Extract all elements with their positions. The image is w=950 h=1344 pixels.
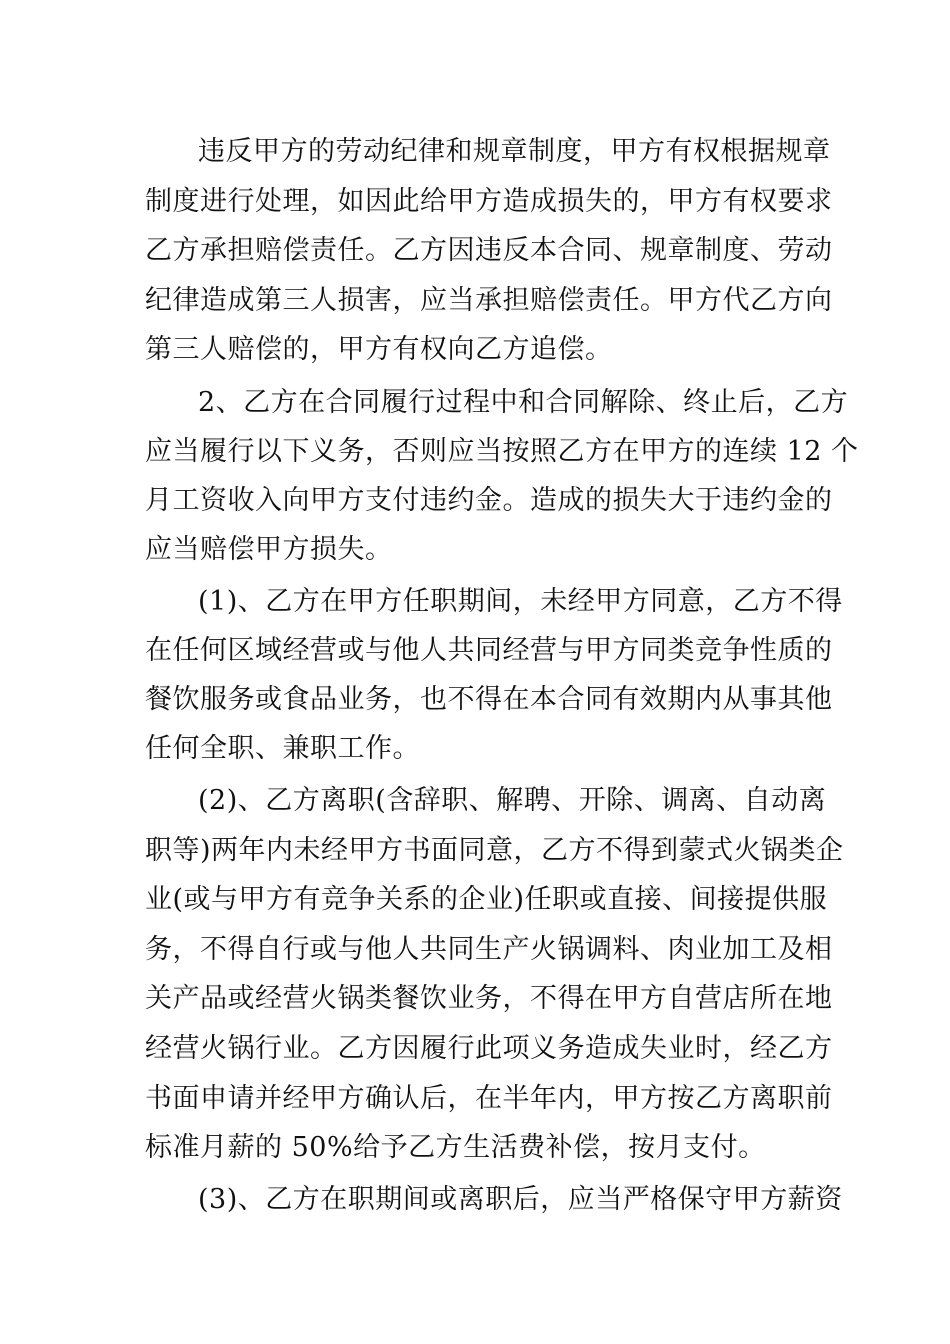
text-line: 任何全职、兼职工作。 — [145, 733, 420, 764]
text-line: 餐饮服务或食品业务，也不得在本合同有效期内从事其他 — [145, 684, 833, 715]
text-line: 违反甲方的劳动纪律和规章制度，甲方有权根据规章 — [198, 136, 831, 167]
text-line: 第三人赔偿的，甲方有权向乙方追偿。 — [145, 334, 613, 365]
text-line: 乙方承担赔偿责任。乙方因违反本合同、规章制度、劳动 — [145, 235, 833, 266]
text-line: 标准月薪的 50%给予乙方生活费补偿，按月支付。 — [145, 1132, 766, 1163]
text-line: (3)、乙方在职期间或离职后，应当严格保守甲方薪资 — [198, 1184, 843, 1215]
text-line: 纪律造成第三人损害，应当承担赔偿责任。甲方代乙方向 — [145, 285, 833, 316]
text-line: 关产品或经营火锅类餐饮业务，不得在甲方自营店所在地 — [145, 983, 833, 1014]
text-line: 2、乙方在合同履行过程中和合同解除、终止后，乙方 — [198, 387, 849, 418]
text-line: 月工资收入向甲方支付违约金。造成的损失大于违约金的 — [145, 485, 833, 516]
text-line: 应当履行以下义务，否则应当按照乙方在甲方的连续 12 个 — [145, 436, 859, 467]
text-line: 经营火锅行业。乙方因履行此项义务造成失业时，经乙方 — [145, 1033, 833, 1064]
text-line: (2)、乙方离职(含辞职、解聘、开除、调离、自动离 — [198, 785, 827, 816]
text-line: 职等)两年内未经甲方书面同意，乙方不得到蒙式火锅类企 — [145, 835, 844, 866]
text-line: (1)、乙方在甲方任职期间，未经甲方同意，乙方不得 — [198, 586, 843, 617]
text-line: 书面申请并经甲方确认后，在半年内，甲方按乙方离职前 — [145, 1083, 833, 1114]
text-line: 业(或与甲方有竞争关系的企业)任职或直接、间接提供服 — [145, 884, 828, 915]
text-line: 制度进行处理，如因此给甲方造成损失的，甲方有权要求 — [145, 186, 833, 217]
text-line: 在任何区域经营或与他人共同经营与甲方同类竞争性质的 — [145, 635, 833, 666]
text-line: 务，不得自行或与他人共同生产火锅调料、肉业加工及相 — [145, 934, 833, 965]
text-line: 应当赔偿甲方损失。 — [145, 534, 393, 565]
